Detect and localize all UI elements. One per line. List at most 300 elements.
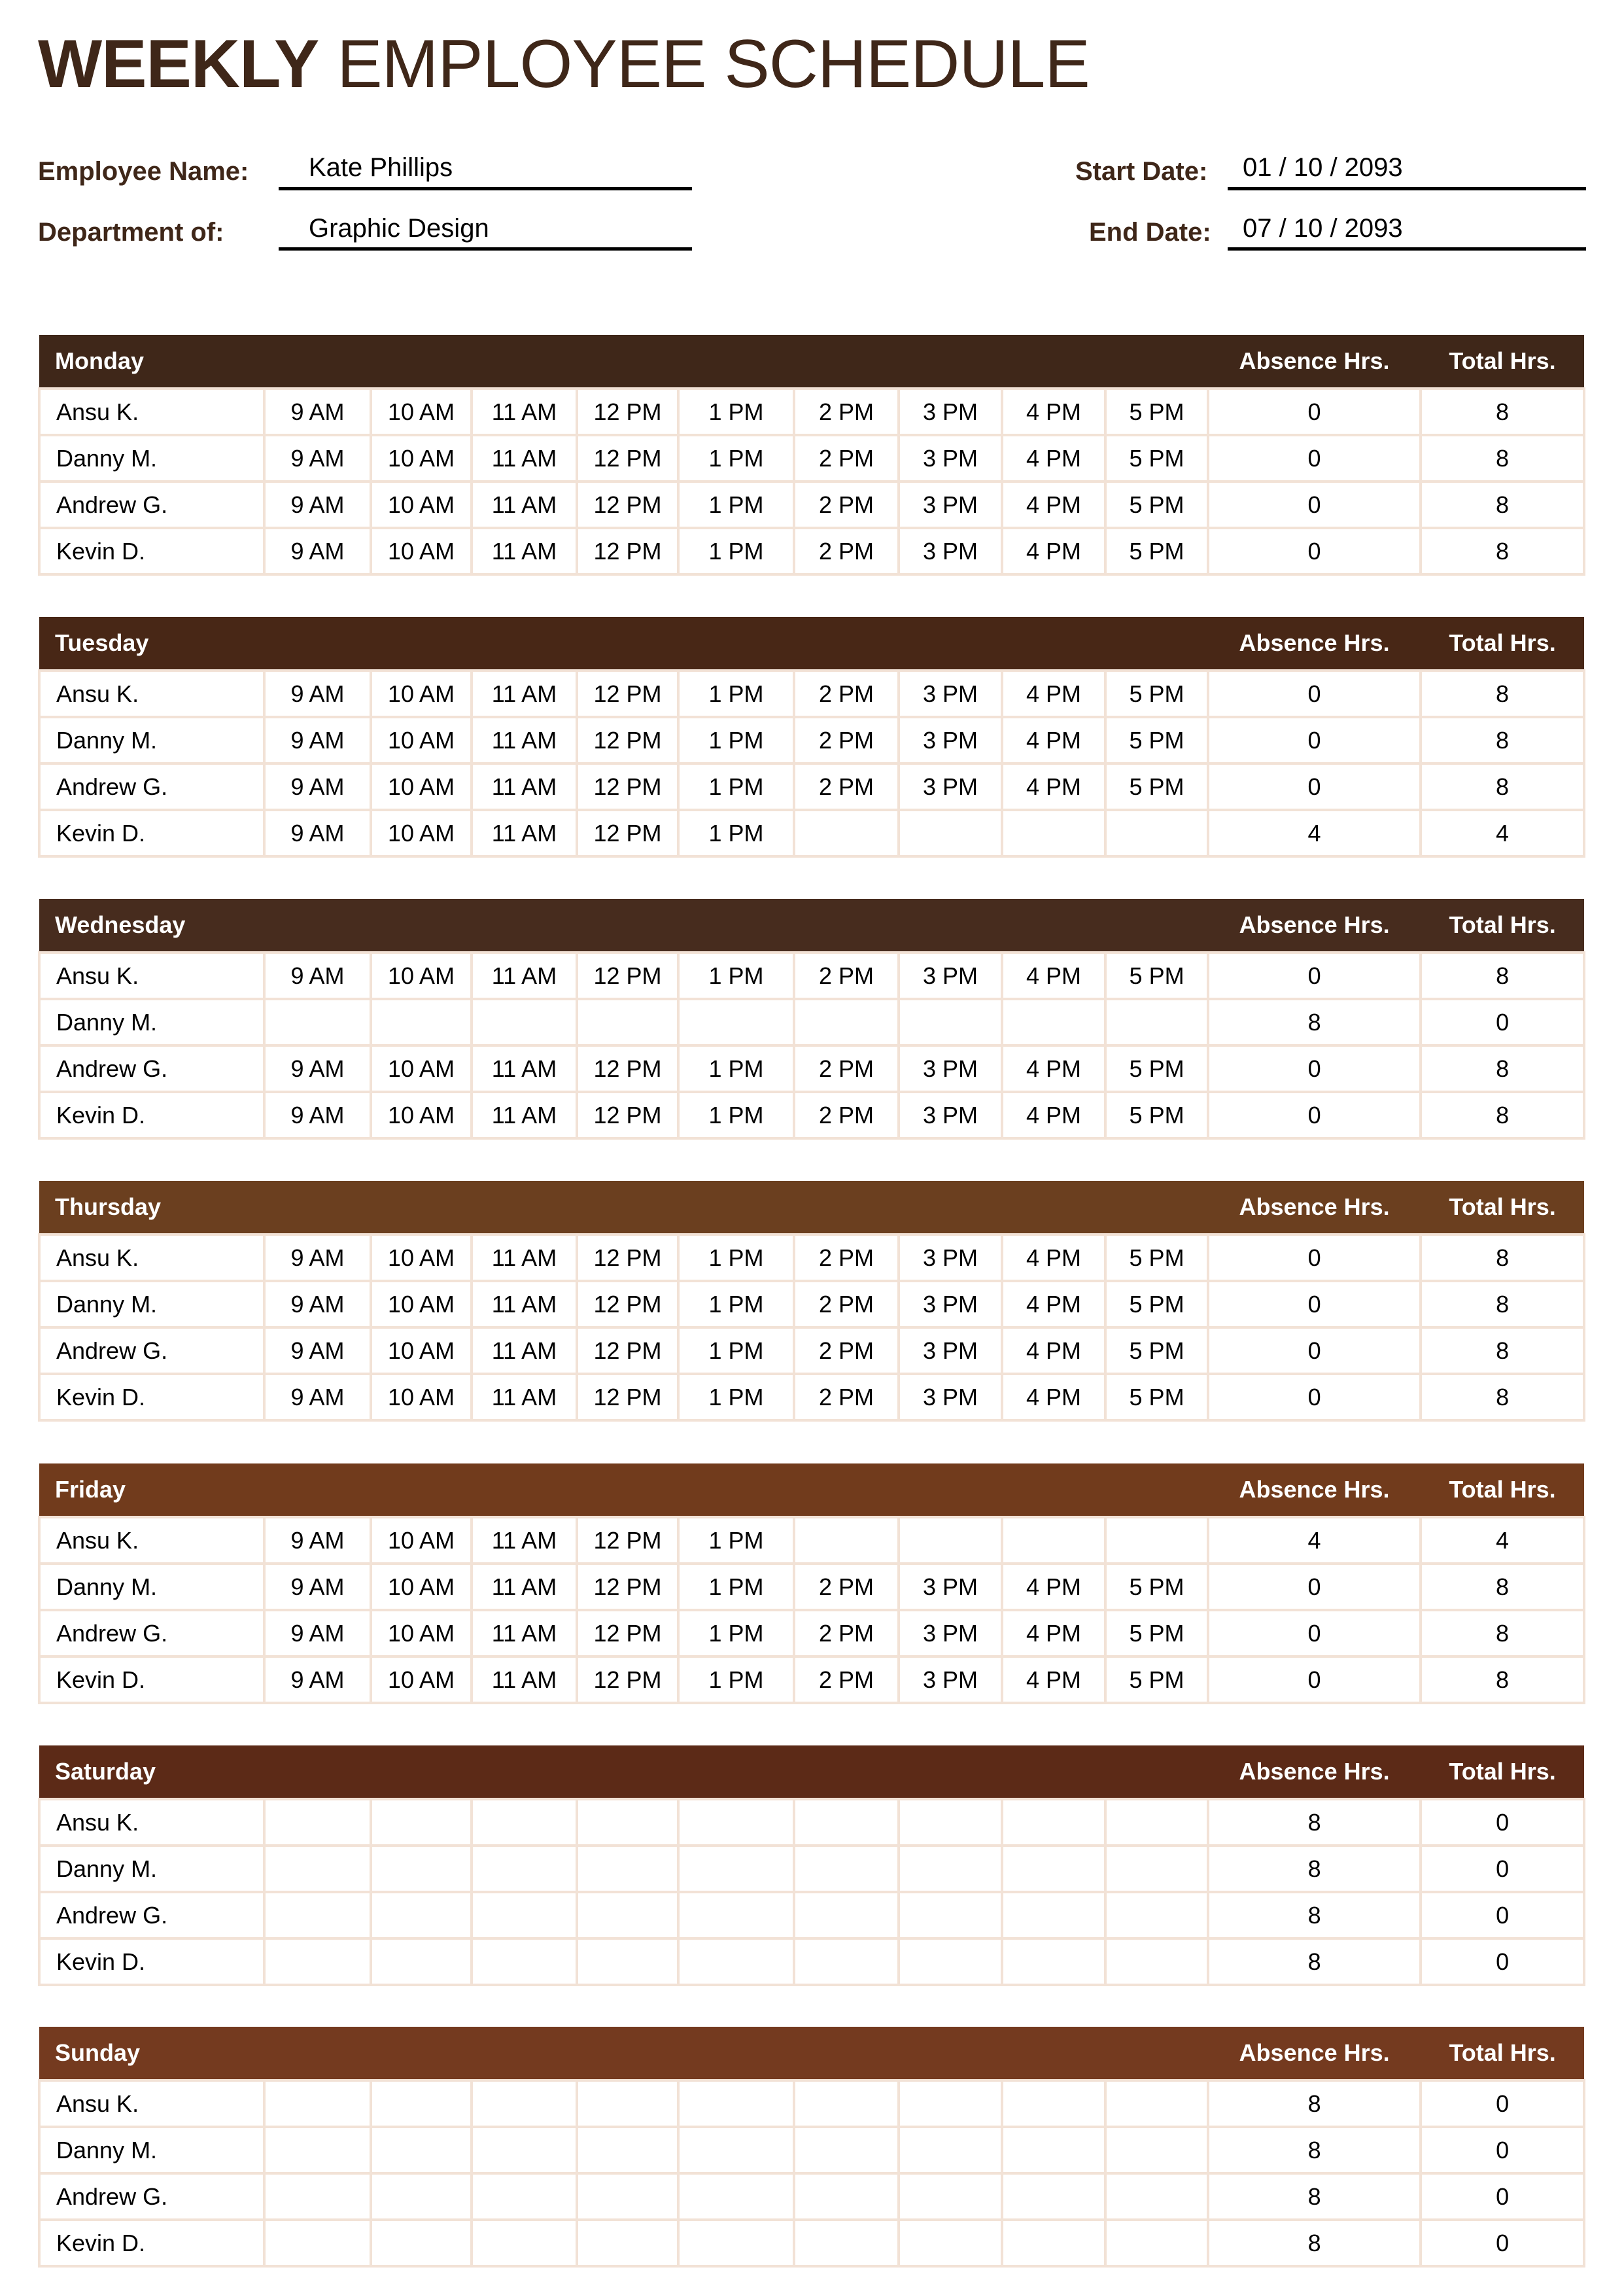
end-date-field[interactable]: 07 / 10 / 2093 [1243, 214, 1403, 243]
time-slot-cell[interactable]: 3 PM [899, 389, 1002, 435]
time-slot-cell[interactable]: 1 PM [678, 1374, 794, 1420]
time-slot-cell[interactable]: 3 PM [899, 435, 1002, 482]
time-slot-cell[interactable] [794, 1517, 899, 1564]
time-slot-cell[interactable]: 4 PM [1002, 953, 1105, 999]
time-slot-cell[interactable]: 2 PM [794, 1610, 899, 1656]
time-slot-cell[interactable] [899, 999, 1002, 1045]
total-hours-cell[interactable]: 8 [1421, 1281, 1584, 1327]
time-slot-cell[interactable]: 2 PM [794, 482, 899, 528]
time-slot-cell[interactable]: 1 PM [678, 1517, 794, 1564]
total-hours-cell[interactable]: 0 [1421, 2127, 1584, 2173]
time-slot-cell[interactable] [472, 1846, 577, 1892]
time-slot-cell[interactable] [794, 1938, 899, 1985]
time-slot-cell[interactable]: 1 PM [678, 1564, 794, 1610]
time-slot-cell[interactable] [1105, 810, 1208, 856]
time-slot-cell[interactable]: 12 PM [577, 1564, 678, 1610]
time-slot-cell[interactable] [577, 2173, 678, 2220]
time-slot-cell[interactable]: 3 PM [899, 1092, 1002, 1138]
time-slot-cell[interactable]: 5 PM [1105, 953, 1208, 999]
time-slot-cell[interactable] [472, 2173, 577, 2220]
time-slot-cell[interactable]: 11 AM [472, 435, 577, 482]
time-slot-cell[interactable]: 1 PM [678, 1656, 794, 1703]
time-slot-cell[interactable]: 5 PM [1105, 1374, 1208, 1420]
time-slot-cell[interactable]: 3 PM [899, 1610, 1002, 1656]
time-slot-cell[interactable]: 3 PM [899, 1656, 1002, 1703]
time-slot-cell[interactable] [371, 2173, 472, 2220]
absence-hours-cell[interactable]: 0 [1208, 1656, 1421, 1703]
time-slot-cell[interactable]: 10 AM [371, 1517, 472, 1564]
time-slot-cell[interactable]: 10 AM [371, 1235, 472, 1281]
time-slot-cell[interactable] [577, 2080, 678, 2127]
time-slot-cell[interactable]: 5 PM [1105, 1235, 1208, 1281]
total-hours-cell[interactable]: 8 [1421, 1327, 1584, 1374]
time-slot-cell[interactable] [899, 2173, 1002, 2220]
time-slot-cell[interactable] [1002, 2127, 1105, 2173]
time-slot-cell[interactable]: 1 PM [678, 717, 794, 763]
time-slot-cell[interactable]: 4 PM [1002, 1656, 1105, 1703]
total-hours-cell[interactable]: 8 [1421, 1564, 1584, 1610]
absence-hours-cell[interactable]: 8 [1208, 1799, 1421, 1846]
time-slot-cell[interactable]: 10 AM [371, 1327, 472, 1374]
time-slot-cell[interactable]: 12 PM [577, 1656, 678, 1703]
time-slot-cell[interactable] [899, 1799, 1002, 1846]
time-slot-cell[interactable]: 4 PM [1002, 1374, 1105, 1420]
time-slot-cell[interactable]: 9 AM [264, 389, 371, 435]
time-slot-cell[interactable]: 12 PM [577, 1327, 678, 1374]
time-slot-cell[interactable]: 11 AM [472, 1517, 577, 1564]
time-slot-cell[interactable] [1002, 1892, 1105, 1938]
time-slot-cell[interactable]: 9 AM [264, 953, 371, 999]
time-slot-cell[interactable]: 9 AM [264, 1092, 371, 1138]
time-slot-cell[interactable]: 12 PM [577, 1045, 678, 1092]
time-slot-cell[interactable] [899, 1938, 1002, 1985]
time-slot-cell[interactable]: 12 PM [577, 810, 678, 856]
time-slot-cell[interactable]: 11 AM [472, 763, 577, 810]
time-slot-cell[interactable]: 4 PM [1002, 763, 1105, 810]
absence-hours-cell[interactable]: 8 [1208, 999, 1421, 1045]
time-slot-cell[interactable] [371, 1799, 472, 1846]
time-slot-cell[interactable]: 3 PM [899, 953, 1002, 999]
time-slot-cell[interactable]: 11 AM [472, 1281, 577, 1327]
time-slot-cell[interactable]: 12 PM [577, 763, 678, 810]
time-slot-cell[interactable]: 9 AM [264, 1327, 371, 1374]
time-slot-cell[interactable] [371, 2220, 472, 2266]
absence-hours-cell[interactable]: 0 [1208, 671, 1421, 717]
time-slot-cell[interactable]: 2 PM [794, 1374, 899, 1420]
time-slot-cell[interactable]: 11 AM [472, 953, 577, 999]
time-slot-cell[interactable] [1105, 1799, 1208, 1846]
time-slot-cell[interactable]: 3 PM [899, 1374, 1002, 1420]
time-slot-cell[interactable]: 10 AM [371, 671, 472, 717]
total-hours-cell[interactable]: 0 [1421, 1892, 1584, 1938]
time-slot-cell[interactable]: 1 PM [678, 389, 794, 435]
time-slot-cell[interactable] [678, 1892, 794, 1938]
time-slot-cell[interactable]: 2 PM [794, 953, 899, 999]
time-slot-cell[interactable]: 10 AM [371, 763, 472, 810]
time-slot-cell[interactable]: 12 PM [577, 671, 678, 717]
time-slot-cell[interactable]: 11 AM [472, 1610, 577, 1656]
time-slot-cell[interactable] [899, 2220, 1002, 2266]
time-slot-cell[interactable] [577, 2127, 678, 2173]
time-slot-cell[interactable]: 3 PM [899, 1281, 1002, 1327]
time-slot-cell[interactable]: 2 PM [794, 717, 899, 763]
time-slot-cell[interactable] [678, 1938, 794, 1985]
time-slot-cell[interactable]: 3 PM [899, 482, 1002, 528]
time-slot-cell[interactable]: 2 PM [794, 528, 899, 574]
time-slot-cell[interactable] [794, 1846, 899, 1892]
absence-hours-cell[interactable]: 0 [1208, 1327, 1421, 1374]
total-hours-cell[interactable]: 8 [1421, 1045, 1584, 1092]
time-slot-cell[interactable]: 3 PM [899, 763, 1002, 810]
department-field[interactable]: Graphic Design [309, 214, 489, 243]
absence-hours-cell[interactable]: 0 [1208, 435, 1421, 482]
time-slot-cell[interactable]: 2 PM [794, 671, 899, 717]
time-slot-cell[interactable]: 10 AM [371, 435, 472, 482]
time-slot-cell[interactable]: 2 PM [794, 389, 899, 435]
time-slot-cell[interactable] [577, 2220, 678, 2266]
time-slot-cell[interactable]: 10 AM [371, 528, 472, 574]
time-slot-cell[interactable]: 9 AM [264, 763, 371, 810]
time-slot-cell[interactable]: 3 PM [899, 1235, 1002, 1281]
time-slot-cell[interactable]: 3 PM [899, 671, 1002, 717]
time-slot-cell[interactable] [472, 2220, 577, 2266]
total-hours-cell[interactable]: 8 [1421, 435, 1584, 482]
time-slot-cell[interactable]: 11 AM [472, 1564, 577, 1610]
time-slot-cell[interactable] [899, 1892, 1002, 1938]
start-date-field[interactable]: 01 / 10 / 2093 [1243, 153, 1403, 182]
time-slot-cell[interactable] [371, 1892, 472, 1938]
time-slot-cell[interactable]: 9 AM [264, 810, 371, 856]
time-slot-cell[interactable] [371, 1938, 472, 1985]
time-slot-cell[interactable] [264, 1892, 371, 1938]
time-slot-cell[interactable]: 2 PM [794, 1045, 899, 1092]
time-slot-cell[interactable]: 3 PM [899, 717, 1002, 763]
absence-hours-cell[interactable]: 0 [1208, 1374, 1421, 1420]
time-slot-cell[interactable] [264, 2173, 371, 2220]
absence-hours-cell[interactable]: 0 [1208, 1610, 1421, 1656]
time-slot-cell[interactable] [577, 1938, 678, 1985]
time-slot-cell[interactable] [899, 2127, 1002, 2173]
time-slot-cell[interactable]: 2 PM [794, 1235, 899, 1281]
absence-hours-cell[interactable]: 8 [1208, 1892, 1421, 1938]
time-slot-cell[interactable]: 10 AM [371, 1564, 472, 1610]
time-slot-cell[interactable]: 1 PM [678, 1045, 794, 1092]
time-slot-cell[interactable]: 5 PM [1105, 1564, 1208, 1610]
time-slot-cell[interactable]: 10 AM [371, 482, 472, 528]
time-slot-cell[interactable]: 4 PM [1002, 1235, 1105, 1281]
time-slot-cell[interactable]: 9 AM [264, 671, 371, 717]
time-slot-cell[interactable]: 11 AM [472, 1374, 577, 1420]
total-hours-cell[interactable]: 8 [1421, 1092, 1584, 1138]
time-slot-cell[interactable] [1002, 1799, 1105, 1846]
time-slot-cell[interactable] [472, 2080, 577, 2127]
absence-hours-cell[interactable]: 8 [1208, 1846, 1421, 1892]
time-slot-cell[interactable] [1105, 1938, 1208, 1985]
total-hours-cell[interactable]: 0 [1421, 999, 1584, 1045]
time-slot-cell[interactable] [1105, 1892, 1208, 1938]
time-slot-cell[interactable]: 2 PM [794, 1092, 899, 1138]
time-slot-cell[interactable] [264, 1938, 371, 1985]
time-slot-cell[interactable] [577, 1892, 678, 1938]
total-hours-cell[interactable]: 8 [1421, 1656, 1584, 1703]
time-slot-cell[interactable]: 9 AM [264, 1610, 371, 1656]
time-slot-cell[interactable] [678, 1846, 794, 1892]
time-slot-cell[interactable]: 12 PM [577, 435, 678, 482]
absence-hours-cell[interactable]: 0 [1208, 1092, 1421, 1138]
time-slot-cell[interactable]: 11 AM [472, 671, 577, 717]
time-slot-cell[interactable] [472, 1892, 577, 1938]
time-slot-cell[interactable] [264, 2080, 371, 2127]
time-slot-cell[interactable]: 5 PM [1105, 1045, 1208, 1092]
time-slot-cell[interactable]: 9 AM [264, 1517, 371, 1564]
absence-hours-cell[interactable]: 8 [1208, 2173, 1421, 2220]
absence-hours-cell[interactable]: 8 [1208, 2220, 1421, 2266]
time-slot-cell[interactable] [1105, 2080, 1208, 2127]
time-slot-cell[interactable]: 3 PM [899, 1045, 1002, 1092]
absence-hours-cell[interactable]: 4 [1208, 810, 1421, 856]
time-slot-cell[interactable]: 10 AM [371, 810, 472, 856]
absence-hours-cell[interactable]: 0 [1208, 1235, 1421, 1281]
time-slot-cell[interactable] [899, 810, 1002, 856]
time-slot-cell[interactable]: 12 PM [577, 1235, 678, 1281]
time-slot-cell[interactable]: 5 PM [1105, 763, 1208, 810]
time-slot-cell[interactable] [1002, 810, 1105, 856]
time-slot-cell[interactable]: 1 PM [678, 482, 794, 528]
time-slot-cell[interactable]: 4 PM [1002, 1327, 1105, 1374]
time-slot-cell[interactable]: 1 PM [678, 435, 794, 482]
absence-hours-cell[interactable]: 0 [1208, 953, 1421, 999]
time-slot-cell[interactable]: 11 AM [472, 810, 577, 856]
time-slot-cell[interactable] [371, 1846, 472, 1892]
time-slot-cell[interactable]: 5 PM [1105, 671, 1208, 717]
total-hours-cell[interactable]: 0 [1421, 1938, 1584, 1985]
time-slot-cell[interactable]: 11 AM [472, 1656, 577, 1703]
time-slot-cell[interactable] [371, 2127, 472, 2173]
time-slot-cell[interactable] [678, 2127, 794, 2173]
time-slot-cell[interactable] [1002, 999, 1105, 1045]
total-hours-cell[interactable]: 0 [1421, 1799, 1584, 1846]
time-slot-cell[interactable] [1105, 1517, 1208, 1564]
time-slot-cell[interactable]: 1 PM [678, 1610, 794, 1656]
time-slot-cell[interactable] [678, 999, 794, 1045]
time-slot-cell[interactable]: 9 AM [264, 528, 371, 574]
time-slot-cell[interactable]: 9 AM [264, 1045, 371, 1092]
time-slot-cell[interactable]: 10 AM [371, 717, 472, 763]
employee-name-field[interactable]: Kate Phillips [309, 153, 453, 182]
time-slot-cell[interactable] [1105, 2127, 1208, 2173]
absence-hours-cell[interactable]: 0 [1208, 482, 1421, 528]
time-slot-cell[interactable]: 2 PM [794, 1281, 899, 1327]
time-slot-cell[interactable]: 5 PM [1105, 1327, 1208, 1374]
time-slot-cell[interactable] [577, 999, 678, 1045]
time-slot-cell[interactable] [371, 999, 472, 1045]
total-hours-cell[interactable]: 8 [1421, 1374, 1584, 1420]
time-slot-cell[interactable]: 12 PM [577, 528, 678, 574]
time-slot-cell[interactable] [1002, 2080, 1105, 2127]
time-slot-cell[interactable]: 12 PM [577, 1610, 678, 1656]
time-slot-cell[interactable]: 2 PM [794, 763, 899, 810]
time-slot-cell[interactable]: 10 AM [371, 1092, 472, 1138]
time-slot-cell[interactable] [371, 2080, 472, 2127]
time-slot-cell[interactable] [794, 1799, 899, 1846]
time-slot-cell[interactable]: 9 AM [264, 435, 371, 482]
time-slot-cell[interactable] [794, 2220, 899, 2266]
time-slot-cell[interactable]: 5 PM [1105, 1610, 1208, 1656]
time-slot-cell[interactable]: 12 PM [577, 1374, 678, 1420]
time-slot-cell[interactable] [472, 2127, 577, 2173]
time-slot-cell[interactable] [678, 1799, 794, 1846]
absence-hours-cell[interactable]: 0 [1208, 763, 1421, 810]
time-slot-cell[interactable] [577, 1846, 678, 1892]
time-slot-cell[interactable]: 11 AM [472, 1092, 577, 1138]
time-slot-cell[interactable]: 5 PM [1105, 717, 1208, 763]
absence-hours-cell[interactable]: 0 [1208, 1045, 1421, 1092]
time-slot-cell[interactable] [1002, 1517, 1105, 1564]
total-hours-cell[interactable]: 4 [1421, 1517, 1584, 1564]
time-slot-cell[interactable]: 10 AM [371, 1656, 472, 1703]
time-slot-cell[interactable]: 11 AM [472, 389, 577, 435]
time-slot-cell[interactable] [264, 1846, 371, 1892]
time-slot-cell[interactable]: 4 PM [1002, 671, 1105, 717]
time-slot-cell[interactable]: 5 PM [1105, 1092, 1208, 1138]
time-slot-cell[interactable] [1105, 1846, 1208, 1892]
total-hours-cell[interactable]: 8 [1421, 1610, 1584, 1656]
time-slot-cell[interactable]: 12 PM [577, 389, 678, 435]
time-slot-cell[interactable]: 10 AM [371, 389, 472, 435]
time-slot-cell[interactable] [899, 1846, 1002, 1892]
time-slot-cell[interactable] [472, 999, 577, 1045]
total-hours-cell[interactable]: 8 [1421, 763, 1584, 810]
absence-hours-cell[interactable]: 4 [1208, 1517, 1421, 1564]
total-hours-cell[interactable]: 8 [1421, 389, 1584, 435]
time-slot-cell[interactable]: 12 PM [577, 1092, 678, 1138]
time-slot-cell[interactable] [1105, 2220, 1208, 2266]
time-slot-cell[interactable]: 4 PM [1002, 435, 1105, 482]
time-slot-cell[interactable]: 1 PM [678, 810, 794, 856]
time-slot-cell[interactable]: 1 PM [678, 671, 794, 717]
time-slot-cell[interactable]: 1 PM [678, 1092, 794, 1138]
time-slot-cell[interactable]: 5 PM [1105, 435, 1208, 482]
time-slot-cell[interactable]: 12 PM [577, 482, 678, 528]
absence-hours-cell[interactable]: 0 [1208, 528, 1421, 574]
time-slot-cell[interactable]: 11 AM [472, 1327, 577, 1374]
time-slot-cell[interactable] [899, 2080, 1002, 2127]
total-hours-cell[interactable]: 0 [1421, 2080, 1584, 2127]
time-slot-cell[interactable]: 9 AM [264, 1374, 371, 1420]
time-slot-cell[interactable]: 4 PM [1002, 1045, 1105, 1092]
time-slot-cell[interactable] [264, 1799, 371, 1846]
total-hours-cell[interactable]: 4 [1421, 810, 1584, 856]
time-slot-cell[interactable]: 1 PM [678, 1281, 794, 1327]
time-slot-cell[interactable]: 9 AM [264, 1656, 371, 1703]
absence-hours-cell[interactable]: 0 [1208, 717, 1421, 763]
time-slot-cell[interactable]: 11 AM [472, 1235, 577, 1281]
time-slot-cell[interactable]: 9 AM [264, 1564, 371, 1610]
time-slot-cell[interactable] [577, 1799, 678, 1846]
time-slot-cell[interactable]: 2 PM [794, 1564, 899, 1610]
time-slot-cell[interactable] [678, 2173, 794, 2220]
time-slot-cell[interactable]: 2 PM [794, 435, 899, 482]
time-slot-cell[interactable]: 4 PM [1002, 1281, 1105, 1327]
absence-hours-cell[interactable]: 8 [1208, 1938, 1421, 1985]
time-slot-cell[interactable] [1002, 1846, 1105, 1892]
time-slot-cell[interactable]: 9 AM [264, 717, 371, 763]
total-hours-cell[interactable]: 8 [1421, 717, 1584, 763]
time-slot-cell[interactable]: 9 AM [264, 1235, 371, 1281]
absence-hours-cell[interactable]: 0 [1208, 1281, 1421, 1327]
time-slot-cell[interactable]: 2 PM [794, 1656, 899, 1703]
time-slot-cell[interactable] [794, 999, 899, 1045]
time-slot-cell[interactable]: 3 PM [899, 1327, 1002, 1374]
time-slot-cell[interactable]: 12 PM [577, 717, 678, 763]
time-slot-cell[interactable] [678, 2220, 794, 2266]
time-slot-cell[interactable]: 11 AM [472, 717, 577, 763]
total-hours-cell[interactable]: 0 [1421, 2173, 1584, 2220]
time-slot-cell[interactable]: 5 PM [1105, 1281, 1208, 1327]
time-slot-cell[interactable]: 9 AM [264, 1281, 371, 1327]
time-slot-cell[interactable]: 12 PM [577, 1517, 678, 1564]
time-slot-cell[interactable]: 12 PM [577, 953, 678, 999]
time-slot-cell[interactable]: 11 AM [472, 1045, 577, 1092]
time-slot-cell[interactable] [678, 2080, 794, 2127]
absence-hours-cell[interactable]: 0 [1208, 1564, 1421, 1610]
time-slot-cell[interactable]: 5 PM [1105, 528, 1208, 574]
time-slot-cell[interactable]: 4 PM [1002, 528, 1105, 574]
time-slot-cell[interactable] [264, 999, 371, 1045]
time-slot-cell[interactable]: 4 PM [1002, 1564, 1105, 1610]
time-slot-cell[interactable]: 5 PM [1105, 389, 1208, 435]
time-slot-cell[interactable]: 10 AM [371, 1281, 472, 1327]
time-slot-cell[interactable]: 4 PM [1002, 482, 1105, 528]
absence-hours-cell[interactable]: 8 [1208, 2080, 1421, 2127]
time-slot-cell[interactable]: 3 PM [899, 1564, 1002, 1610]
total-hours-cell[interactable]: 8 [1421, 482, 1584, 528]
time-slot-cell[interactable]: 4 PM [1002, 717, 1105, 763]
total-hours-cell[interactable]: 8 [1421, 528, 1584, 574]
time-slot-cell[interactable]: 2 PM [794, 1327, 899, 1374]
time-slot-cell[interactable] [1002, 2220, 1105, 2266]
time-slot-cell[interactable] [472, 1938, 577, 1985]
time-slot-cell[interactable]: 11 AM [472, 528, 577, 574]
time-slot-cell[interactable]: 11 AM [472, 482, 577, 528]
time-slot-cell[interactable]: 10 AM [371, 1610, 472, 1656]
time-slot-cell[interactable] [1105, 2173, 1208, 2220]
total-hours-cell[interactable]: 0 [1421, 2220, 1584, 2266]
absence-hours-cell[interactable]: 8 [1208, 2127, 1421, 2173]
time-slot-cell[interactable]: 9 AM [264, 482, 371, 528]
time-slot-cell[interactable]: 12 PM [577, 1281, 678, 1327]
time-slot-cell[interactable] [794, 2080, 899, 2127]
time-slot-cell[interactable]: 3 PM [899, 528, 1002, 574]
time-slot-cell[interactable] [1002, 2173, 1105, 2220]
time-slot-cell[interactable]: 1 PM [678, 1235, 794, 1281]
time-slot-cell[interactable]: 4 PM [1002, 389, 1105, 435]
time-slot-cell[interactable]: 10 AM [371, 1374, 472, 1420]
total-hours-cell[interactable]: 8 [1421, 953, 1584, 999]
absence-hours-cell[interactable]: 0 [1208, 389, 1421, 435]
time-slot-cell[interactable] [264, 2127, 371, 2173]
time-slot-cell[interactable] [899, 1517, 1002, 1564]
time-slot-cell[interactable]: 10 AM [371, 953, 472, 999]
total-hours-cell[interactable]: 8 [1421, 1235, 1584, 1281]
time-slot-cell[interactable]: 10 AM [371, 1045, 472, 1092]
time-slot-cell[interactable]: 1 PM [678, 763, 794, 810]
time-slot-cell[interactable] [794, 810, 899, 856]
time-slot-cell[interactable]: 5 PM [1105, 482, 1208, 528]
time-slot-cell[interactable] [1002, 1938, 1105, 1985]
time-slot-cell[interactable] [794, 2127, 899, 2173]
time-slot-cell[interactable]: 1 PM [678, 528, 794, 574]
